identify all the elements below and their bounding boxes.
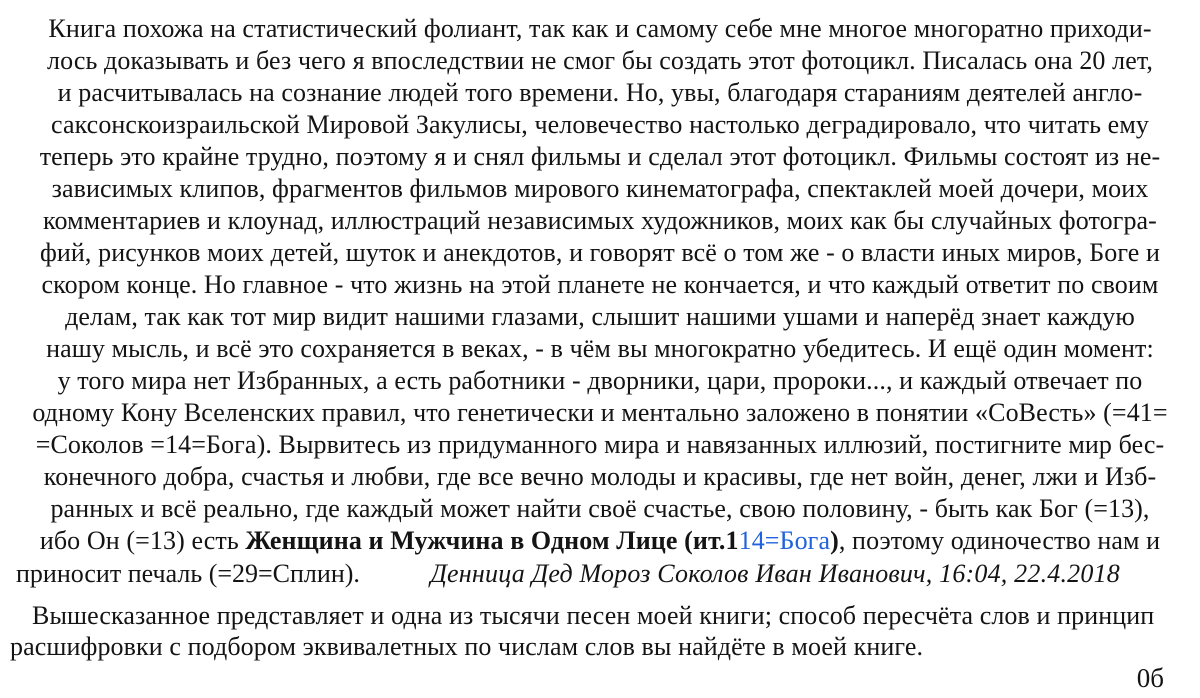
text-line: расшифровки с подбором эквивалетных по числам слов вы найдёте в моей книге. (10, 632, 924, 661)
text-line: одному Кону Вселенских правил, что генетически и ментально заложено в понятии «СоВесть» (=41= (32, 398, 1168, 427)
text-line: и расчитывалась на сознание людей того времени. Но, увы, благодаря стараниям деятелей англо- (57, 78, 1143, 107)
text-line: саксонскоизраильской Мировой Закулисы, человечество настолько деградировало, что читать ему (51, 110, 1149, 139)
text-line: Книга похожа на статистический фолиант, так как и самому себе мне многое многоратно приходи- (48, 14, 1152, 43)
author-signature: Денница Дед Мороз Соколов Иван Иванович, 16:04, 22.4.2018 (430, 559, 1120, 588)
link-text[interactable]: 14=Бога (738, 526, 831, 555)
text-line: теперь это крайне трудно, поэтому я и снял фильмы и сделал этот фотоцикл. Фильмы состоят из не- (39, 142, 1161, 171)
text-line-mixed (0, 525, 1200, 557)
text-segment: ибо Он (=13) есть (39, 526, 246, 555)
text-line: фий, рисунков моих детей, шуток и анекдотов, и говорят всё о том же - о власти иных миров, Боге и (39, 238, 1161, 267)
text-line: нашу мысль, и всё это сохраняется в веках, - в чём вы многократно убедитесь. И ещё один момент: (46, 334, 1154, 363)
text-line: комментариев и клоунад, иллюстраций независимых художников, моих как бы случайных фотогра- (43, 206, 1157, 235)
text-line: лось доказывать и без чего я впоследствии не смог бы создать этот фотоцикл. Писалась она 20 лет, (47, 46, 1153, 75)
text-line: ранных и всё реально, где каждый может найти своё счастье, свою половину, - быть как Бог (=13), (50, 494, 1150, 523)
postscript-paragraph (0, 600, 1200, 662)
text-line: конечного добра, счастья и любви, где все вечно молоды и красивы, где нет войн, денег, лжи и Изб- (43, 462, 1157, 491)
text-line: Вышесказанное представляет и одна из тысячи песен моей книги; способ пересчёта слов и принцип (32, 601, 1155, 630)
text-line: у того мира нет Избранных, а есть работники - дворники, цари, пророки..., и каждый отвечает по (57, 366, 1143, 395)
text-segment: , поэтому одиночество нам и (838, 526, 1161, 555)
closing-line (0, 557, 1200, 591)
bold-phrase: Женщина и Мужчина в Одном Лице (ит.1 (245, 526, 739, 555)
closing-text: приносит печаль (=29=Сплин). (16, 559, 360, 588)
text-line: зависимых клипов, фрагментов фильмов мирового кинематографа, спектаклей моей дочери, моих (51, 174, 1149, 203)
text-line: скором конце. Но главное - что жизнь на этой планете не кончается, и что каждый ответит по своим (41, 270, 1159, 299)
bold-closing-paren: ) (830, 526, 839, 555)
text-line: делам, так как тот мир видит нашими глазами, слышит нашими ушами и наперёд знает каждую (65, 302, 1135, 331)
text-line: =Соколов =14=Бога). Вырвитесь из придуманного мира и навязанных иллюзий, постигните мир бес- (35, 430, 1165, 459)
page-marker: 0б (1136, 663, 1164, 693)
